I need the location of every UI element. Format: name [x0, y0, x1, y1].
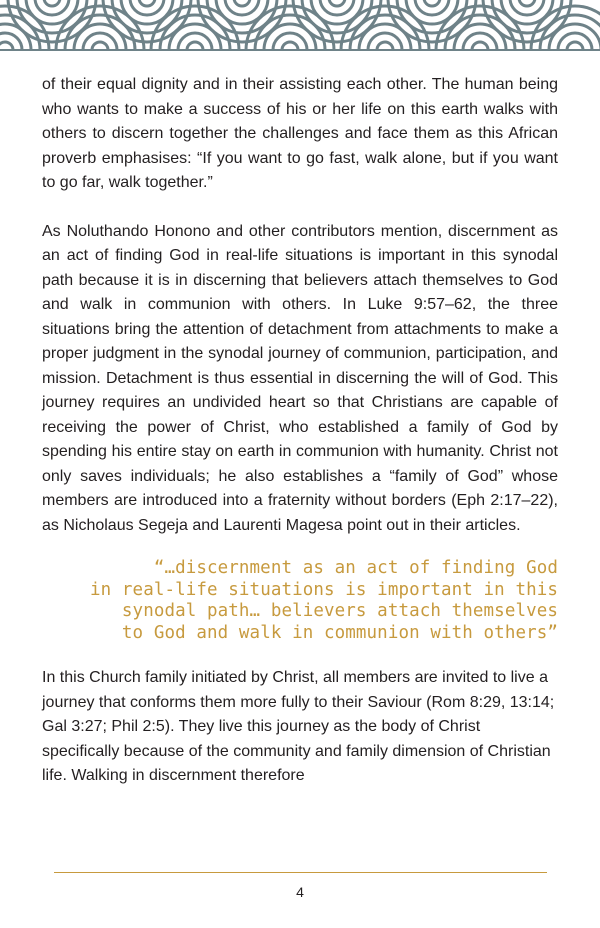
- header-pattern: [0, 0, 600, 56]
- body-paragraph-3: In this Church family initiated by Christ, all members are invited to live a journey that conforms them more fully to their Saviour (Rom 8:29, 13:14; Gal 3:27; Phil 2:5). They live this journey as the body of Christ specifically because of the community and family dimension of Christian life. Walking in discernment therefore: [42, 669, 555, 784]
- pull-quote-line-4: to God and walk in communion with others”: [121, 622, 558, 643]
- pull-quote: [42, 558, 558, 644]
- page-number: 4: [296, 884, 304, 900]
- body-paragraph-1: of their equal dignity and in their assisting each other. The human being who wants to make a success of his or her life on this earth walks with others to discern together the challenges and face them as this African proverb emphasises: “If you want to go fast, walk alone, but if you want to go far, walk together.”: [42, 76, 558, 191]
- pull-quote-line-3: synodal path… believers attach themselves: [121, 601, 558, 621]
- page-content: [42, 73, 558, 789]
- footer-divider: [54, 872, 547, 873]
- pull-quote-line-1: “…discernment as an act of finding God: [153, 558, 558, 578]
- pull-quote-line-2: in real-life situations is important in this: [90, 579, 558, 600]
- body-paragraph-2: As Noluthando Honono and other contributors mention, discernment as an act of finding God in real-life situations is important in this synodal path because it is in discerning that believers attach themselves to God and walk in communion with others. In Luke 9:57–62, the three situations bring the attention of detachment from attachments to make a proper judgment in the synodal journey of communion, participation, and mission. Detachment is thus essential in discerning the will of God. This journey requires an undivided heart so that Christians are capable of receiving the power of Christ, who established a family of God by spending his entire stay on earth in communion with humanity. Christ not only saves individuals; he also establishes a “family of God” whose members are introduced into a fraternity without borders (Eph 2:17–22), as Nicholaus Segeja and Laurenti Magesa point out in their articles.: [42, 222, 558, 534]
